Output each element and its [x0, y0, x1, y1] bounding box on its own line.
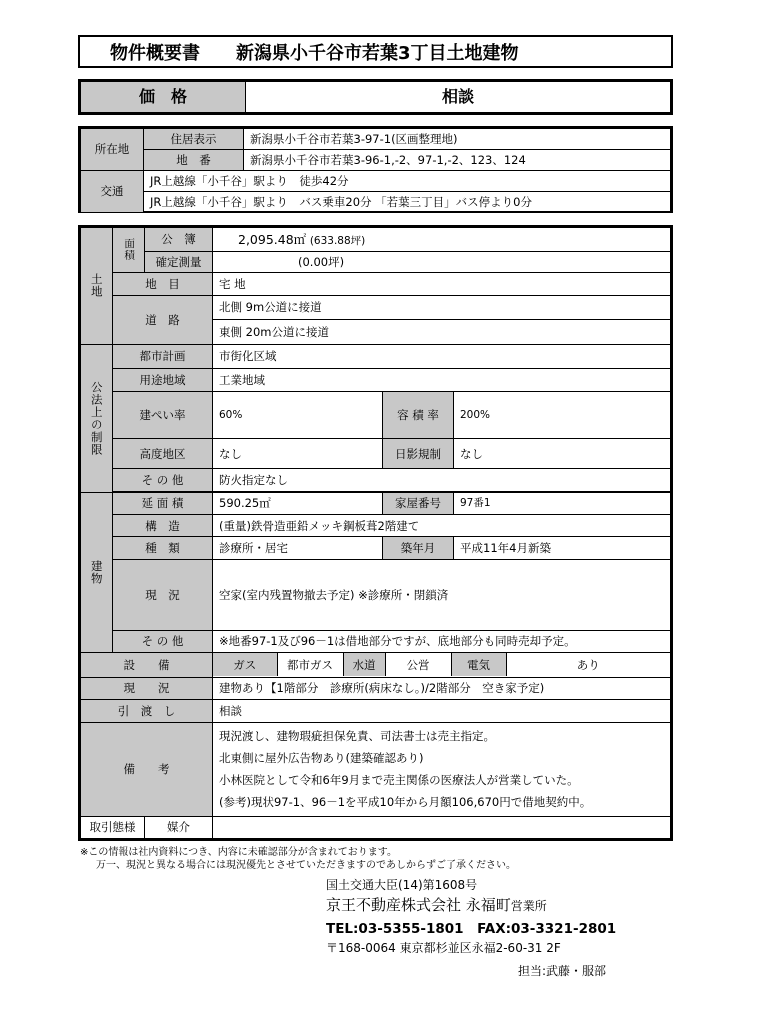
transaction-label: 取引態様	[81, 816, 145, 838]
current-status-label: 現 況	[81, 677, 213, 699]
house-number-label: 家屋番号	[383, 492, 454, 514]
location-label: 所在地	[81, 129, 144, 171]
city-plan-value: 市街化区域	[213, 344, 671, 368]
gas-value: 都市ガス	[277, 653, 343, 676]
company-phone: TEL:03-5355-1801 FAX:03-3321-2801	[326, 921, 617, 937]
company-address: 〒168-0064 東京都杉並区永福2-60-31 2F	[326, 941, 561, 955]
zoning-label: 用途地域	[113, 369, 213, 392]
footnote-line-2: 万一、現況と異なる場合には現況優先とさせていただきますのであしからずご了承ください。	[96, 860, 516, 871]
equipment-label: 設 備	[81, 653, 213, 677]
building-type-label: 種 類	[113, 537, 213, 559]
water-value: 公営	[385, 653, 451, 676]
city-plan-label: 都市計画	[113, 344, 213, 368]
structure-label: 構 造	[113, 515, 213, 537]
height-district-label: 高度地区	[113, 439, 213, 469]
license-number: 国土交通大臣(14)第1608号	[326, 878, 478, 892]
shadow-label: 日影規制	[383, 439, 454, 469]
transaction-value: 媒介	[145, 816, 213, 838]
remarks-cell	[213, 723, 671, 816]
document-title: 物件概要書	[110, 42, 200, 64]
details-table	[80, 227, 671, 839]
bcr-label: 建ぺい率	[113, 392, 213, 439]
road-label: 道 路	[113, 295, 213, 344]
road-east: 東側 20m公道に接道	[213, 320, 671, 344]
electric-value: あり	[506, 653, 670, 676]
floor-area-value: 590.25㎡	[213, 492, 383, 514]
built-label: 築年月	[383, 537, 454, 559]
price-box	[78, 79, 673, 115]
delivery-label: 引 渡 し	[81, 699, 213, 722]
building-other-value: ※地番97-1及び96－1は借地部分ですが、底地部分も同時売却予定。	[213, 630, 671, 652]
property-title: 新潟県小千谷市若葉3丁目土地建物	[236, 42, 519, 64]
lot-value: 新潟県小千谷市若葉3-96-1,-2、97-1,-2、123、124	[244, 150, 671, 171]
details-box	[78, 225, 673, 841]
house-number-value: 97番1	[454, 492, 671, 514]
structure-value: (重量)鉄骨造亜鉛メッキ鋼板葺2階建て	[213, 515, 671, 537]
price-label: 価 格	[81, 82, 246, 113]
company-branch: 営業所	[510, 899, 547, 913]
price-value: 相談	[246, 82, 671, 113]
legal-other-label: そ の 他	[113, 469, 213, 491]
remarks-line: 小林医院として令和6年9月まで売主関係の医療法人が営業していた。	[219, 773, 579, 788]
built-value: 平成11年4月新築	[454, 537, 671, 559]
height-district-value: なし	[213, 439, 383, 469]
water-label: 水道	[343, 653, 385, 676]
traffic-label: 交通	[81, 171, 144, 213]
bcr-value: 60%	[213, 392, 383, 439]
category-label: 地 目	[113, 272, 213, 295]
traffic-line-1: JR上越線「小千谷」駅より 徒歩42分	[144, 171, 671, 192]
road-north: 北側 9m公道に接道	[213, 295, 671, 319]
legal-section-label: 公法上の制限	[81, 344, 113, 492]
registry-label: 公 簿	[145, 228, 213, 252]
legal-other-value: 防火指定なし	[213, 469, 671, 491]
company-name-line	[326, 894, 547, 915]
gas-label: ガス	[213, 653, 277, 676]
price-table	[80, 81, 671, 113]
registry-area	[213, 228, 671, 252]
footnote-line-1: ※この情報は社内資料につき、内容に未確認部分が含まれております。	[80, 847, 397, 858]
land-area-label: 面積	[113, 228, 145, 273]
location-table	[80, 128, 671, 213]
equipment-subtable	[213, 653, 670, 676]
land-section-label: 土地	[81, 228, 113, 345]
staff-in-charge: 担当:武藤・服部	[518, 964, 607, 978]
remarks-line: 現況渡し、建物瑕疵担保免責、司法書士は売主指定。	[219, 729, 495, 744]
survey-value: (0.00坪)	[213, 252, 671, 272]
building-type-value: 診療所・居宅	[213, 537, 383, 559]
building-section-label: 建物	[81, 492, 113, 652]
building-other-label: そ の 他	[113, 630, 213, 652]
remarks-line: (参考)現状97-1、96－1を平成10年から月額106,670円で借地契約中。	[219, 795, 592, 810]
remarks-line: 北東側に屋外広告物あり(建築確認あり)	[219, 751, 424, 766]
building-status-label: 現 況	[113, 559, 213, 630]
survey-label: 確定測量	[145, 252, 213, 272]
company-name: 京王不動産株式会社 永福町	[326, 896, 511, 914]
location-box	[78, 126, 673, 213]
floor-area-label: 延 面 積	[113, 492, 213, 514]
registry-tsubo: (633.88坪)	[309, 234, 366, 247]
current-status-value: 建物あり【1階部分 診療所(病床なし。)/2階部分 空き家予定)	[213, 677, 671, 699]
registry-value: 2,095.48㎡	[238, 231, 307, 247]
far-value: 200%	[454, 392, 671, 439]
electric-label: 電気	[451, 653, 506, 676]
equipment-cell	[213, 653, 671, 677]
document-title-box	[78, 35, 673, 68]
transaction-blank	[213, 816, 671, 838]
address-value: 新潟県小千谷市若葉3-97-1(区画整理地)	[244, 129, 671, 150]
lot-label: 地 番	[144, 150, 244, 171]
address-label: 住居表示	[144, 129, 244, 150]
traffic-line-2: JR上越線「小千谷」駅より バス乗車20分 「若葉三丁目」バス停より0分	[144, 192, 671, 213]
zoning-value: 工業地域	[213, 369, 671, 392]
delivery-value: 相談	[213, 699, 671, 722]
category-value: 宅 地	[213, 272, 671, 295]
shadow-value: なし	[454, 439, 671, 469]
building-status-value: 空家(室内残置物撤去予定) ※診療所・閉鎖済	[213, 559, 671, 630]
far-label: 容 積 率	[383, 392, 454, 439]
remarks-label: 備 考	[81, 723, 213, 816]
